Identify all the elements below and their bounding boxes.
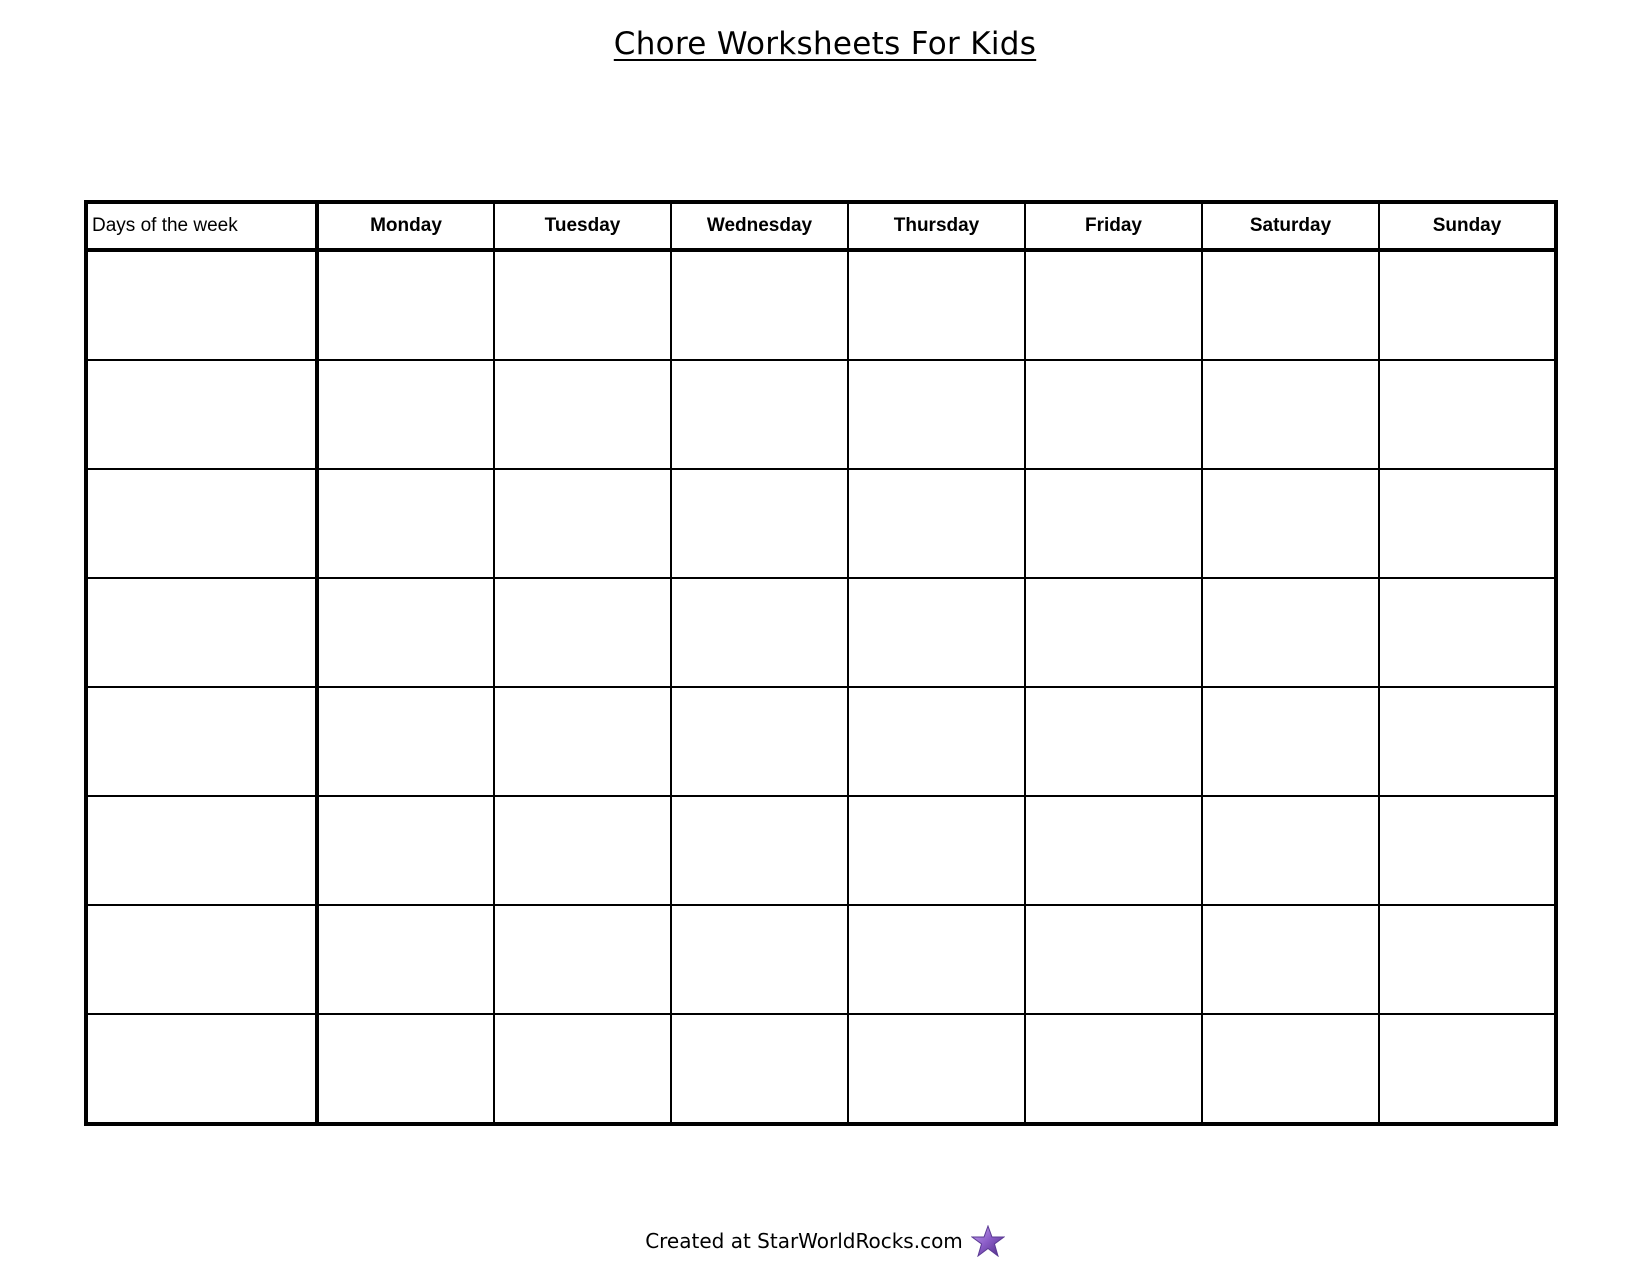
table-row (86, 796, 1556, 905)
chore-name-cell (86, 250, 317, 360)
table-row (86, 905, 1556, 1014)
chore-check-cell (848, 469, 1025, 578)
chore-check-cell (494, 250, 671, 360)
chore-check-cell (848, 687, 1025, 796)
chore-check-cell (494, 687, 671, 796)
chore-check-cell (1202, 578, 1379, 687)
chore-name-cell (86, 1014, 317, 1124)
chore-check-cell (1202, 360, 1379, 469)
chore-name-cell (86, 687, 317, 796)
chore-check-cell (1379, 250, 1556, 360)
page-title: Chore Worksheets For Kids (613, 26, 1037, 62)
chore-check-cell (494, 905, 671, 1014)
chore-check-cell (671, 687, 848, 796)
chore-name-cell (86, 578, 317, 687)
chore-chart-table (84, 200, 1558, 1126)
chore-check-cell (1379, 578, 1556, 687)
chore-check-cell (1025, 1014, 1202, 1124)
chore-check-cell (1379, 360, 1556, 469)
chore-check-cell (1379, 796, 1556, 905)
chore-check-cell (317, 578, 494, 687)
day-header-tuesday: Tuesday (494, 202, 671, 250)
table-row (86, 578, 1556, 687)
footer (0, 1225, 1650, 1257)
chore-check-cell (494, 796, 671, 905)
chore-check-cell (1379, 1014, 1556, 1124)
chore-check-cell (1025, 687, 1202, 796)
chore-check-cell (494, 469, 671, 578)
chore-check-cell (1379, 469, 1556, 578)
day-header-sunday: Sunday (1379, 202, 1556, 250)
table-row (86, 250, 1556, 360)
chore-check-cell (1202, 250, 1379, 360)
day-header-thursday: Thursday (848, 202, 1025, 250)
chore-check-cell (848, 578, 1025, 687)
day-header-saturday: Saturday (1202, 202, 1379, 250)
chore-name-cell (86, 905, 317, 1014)
chore-check-cell (671, 578, 848, 687)
chore-check-cell (494, 360, 671, 469)
chore-check-cell (317, 250, 494, 360)
day-header-wednesday: Wednesday (671, 202, 848, 250)
chore-check-cell (317, 905, 494, 1014)
chore-check-cell (848, 796, 1025, 905)
chore-check-cell (1202, 796, 1379, 905)
chore-check-cell (1202, 469, 1379, 578)
chore-check-cell (1379, 687, 1556, 796)
chore-check-cell (1202, 905, 1379, 1014)
chore-check-cell (671, 360, 848, 469)
chore-check-cell (1202, 1014, 1379, 1124)
chore-name-cell (86, 796, 317, 905)
chore-check-cell (848, 905, 1025, 1014)
chore-check-cell (317, 687, 494, 796)
chore-check-cell (671, 469, 848, 578)
chore-check-cell (671, 905, 848, 1014)
chore-check-cell (1025, 250, 1202, 360)
chore-check-cell (1025, 905, 1202, 1014)
chore-check-cell (317, 1014, 494, 1124)
chore-check-cell (317, 469, 494, 578)
chore-check-cell (494, 1014, 671, 1124)
chore-check-cell (1025, 469, 1202, 578)
table-row (86, 1014, 1556, 1124)
star-icon (971, 1225, 1005, 1257)
table-row (86, 469, 1556, 578)
chore-name-cell (86, 469, 317, 578)
chore-check-cell (848, 250, 1025, 360)
chore-check-cell (671, 250, 848, 360)
chore-check-cell (317, 796, 494, 905)
chore-check-cell (671, 1014, 848, 1124)
table-row (86, 687, 1556, 796)
chore-check-cell (1025, 796, 1202, 905)
footer-credit: Created at StarWorldRocks.com (645, 1229, 963, 1253)
chore-name-cell (86, 360, 317, 469)
chore-check-cell (317, 360, 494, 469)
chore-check-cell (494, 578, 671, 687)
corner-label: Days of the week (86, 202, 317, 250)
chore-check-cell (1025, 360, 1202, 469)
chore-check-cell (848, 1014, 1025, 1124)
table-row (86, 360, 1556, 469)
chart-body (86, 250, 1556, 1124)
chore-check-cell (848, 360, 1025, 469)
chore-check-cell (1379, 905, 1556, 1014)
day-header-friday: Friday (1025, 202, 1202, 250)
chore-check-cell (671, 796, 848, 905)
day-header-monday: Monday (317, 202, 494, 250)
chore-check-cell (1025, 578, 1202, 687)
chore-check-cell (1202, 687, 1379, 796)
header-row (86, 202, 1556, 250)
